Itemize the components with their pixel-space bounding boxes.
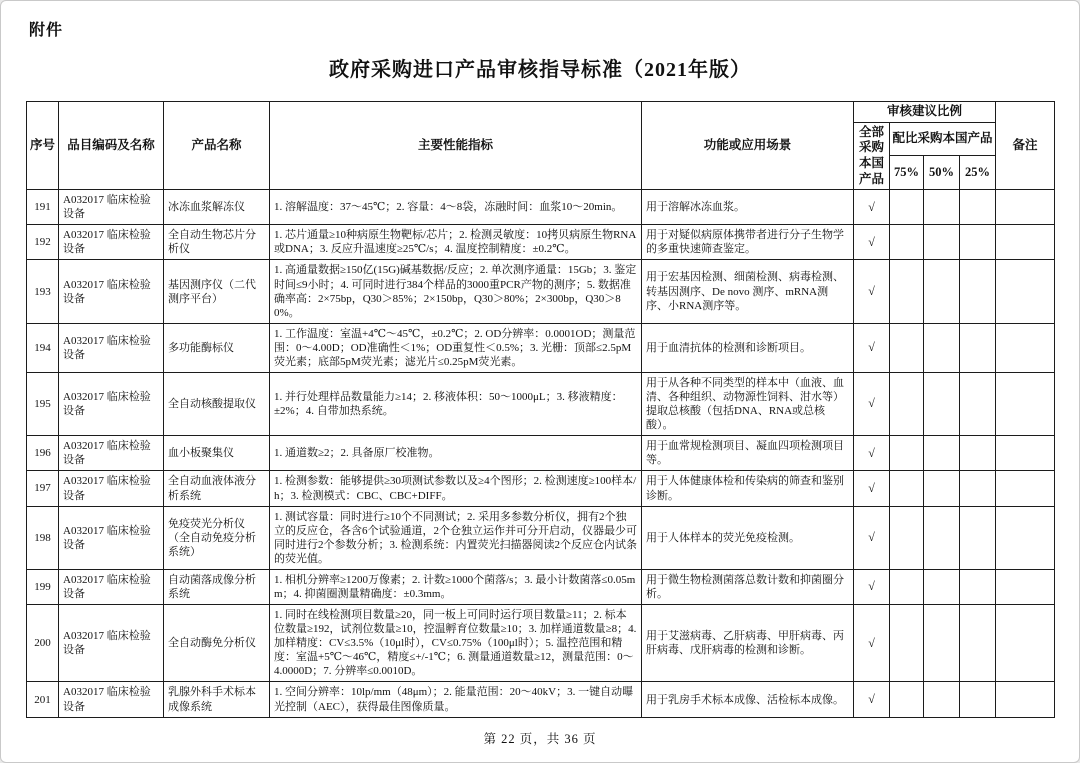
- row-check-50: [924, 682, 960, 717]
- page-number: 第 22 页，共 36 页: [483, 732, 597, 746]
- row-performance: 1. 溶解温度：37～45℃；2. 容量：4～8袋，冻融时间：血浆10～20min。: [270, 190, 642, 225]
- row-serial: 193: [27, 260, 59, 323]
- row-check-50: [924, 260, 960, 323]
- row-check-all-domestic: √: [854, 190, 890, 225]
- row-check-50: [924, 471, 960, 506]
- row-check-25: [960, 260, 996, 323]
- row-remarks: [996, 323, 1055, 372]
- row-check-all-domestic: √: [854, 372, 890, 435]
- row-performance: 1. 检测参数：能够提供≥30项测试参数以及≥4个图形；2. 检测速度≥100样本/h；3. 检测模式：CBC、CBC+DIFF。: [270, 471, 642, 506]
- row-item-code: A032017 临床检验设备: [59, 682, 164, 717]
- row-item-code: A032017 临床检验设备: [59, 436, 164, 471]
- row-check-50: [924, 323, 960, 372]
- header-item-code: 品目编码及名称: [59, 102, 164, 190]
- row-product-name: 冰冻血浆解冻仪: [164, 190, 270, 225]
- row-check-75: [890, 436, 924, 471]
- row-check-25: [960, 605, 996, 682]
- row-remarks: [996, 436, 1055, 471]
- row-check-25: [960, 569, 996, 604]
- row-serial: 195: [27, 372, 59, 435]
- header-all-domestic: 全部采购本国产品: [854, 122, 890, 190]
- row-serial: 197: [27, 471, 59, 506]
- row-check-25: [960, 225, 996, 260]
- row-performance: 1. 芯片通量≥10种病原生物靶标/芯片；2. 检测灵敏度：10拷贝病原生物RNA或DNA；3. 反应升温速度≥25℃/s；4. 温度控制精度：±0.2℃。: [270, 225, 642, 260]
- header-product-name: 产品名称: [164, 102, 270, 190]
- row-check-75: [890, 682, 924, 717]
- header-50: 50%: [924, 156, 960, 190]
- row-check-50: [924, 506, 960, 569]
- row-check-all-domestic: √: [854, 682, 890, 717]
- row-function: 用于人体健康体检和传染病的筛查和鉴别诊断。: [642, 471, 854, 506]
- row-check-all-domestic: √: [854, 436, 890, 471]
- row-item-code: A032017 临床检验设备: [59, 506, 164, 569]
- row-check-75: [890, 471, 924, 506]
- row-function: 用于溶解冰冻血浆。: [642, 190, 854, 225]
- row-check-75: [890, 260, 924, 323]
- row-check-25: [960, 372, 996, 435]
- row-function: 用于微生物检测菌落总数计数和抑菌圈分析。: [642, 569, 854, 604]
- table-header: [27, 102, 1055, 190]
- row-serial: 191: [27, 190, 59, 225]
- row-check-75: [890, 190, 924, 225]
- row-remarks: [996, 190, 1055, 225]
- header-performance: 主要性能指标: [270, 102, 642, 190]
- row-remarks: [996, 569, 1055, 604]
- row-check-50: [924, 569, 960, 604]
- table-row: [27, 506, 1055, 569]
- row-check-75: [890, 569, 924, 604]
- row-product-name: 全自动血液体液分析系统: [164, 471, 270, 506]
- row-remarks: [996, 260, 1055, 323]
- row-serial: 200: [27, 605, 59, 682]
- row-product-name: 基因测序仪（二代测序平台）: [164, 260, 270, 323]
- row-function: 用于对疑似病原体携带者进行分子生物学的多重快速筛查鉴定。: [642, 225, 854, 260]
- row-serial: 199: [27, 569, 59, 604]
- row-item-code: A032017 临床检验设备: [59, 225, 164, 260]
- page-title: 政府采购进口产品审核指导标准（2021年版）: [329, 59, 751, 81]
- row-check-50: [924, 190, 960, 225]
- row-performance: 1. 同时在线检测项目数量≥20，同一板上可同时运行项目数量≥11；2. 标本位数量≥192，试剂位数量≥10，控温孵育位数量≥10；3. 加样通道数量≥8；4. 加样精度：CV≤3.5%（10μl时），CV≤0.75%（100μl时）；5. 温控范围和精度：室温+5℃～46℃，精度≤+/-1℃；6. 测量通道数量≥12，测量范围：0～4.0000D；7. 分辨率≤0.0010D。: [270, 605, 642, 682]
- row-serial: 194: [27, 323, 59, 372]
- row-remarks: [996, 471, 1055, 506]
- row-performance: 1. 相机分辨率≥1200万像素；2. 计数≥1000个菌落/s；3. 最小计数菌落≤0.05mm；4. 抑菌圈测量精确度：±0.3mm。: [270, 569, 642, 604]
- table-row: [27, 569, 1055, 604]
- row-remarks: [996, 682, 1055, 717]
- header-remarks: 备注: [996, 102, 1055, 190]
- row-check-75: [890, 225, 924, 260]
- row-performance: 1. 测试容量：同时进行≥10个不同测试；2. 采用多参数分析仪，拥有2个独立的反应仓，各含6个试验通道，2个仓独立运作并可分开启动，仪器最少可同时进行2个参数分析；3. 检测系统：内置荧光扫描器阅读2个反应仓内试条的荧光值。: [270, 506, 642, 569]
- row-performance: 1. 并行处理样品数量能力≥14；2. 移液体积：50～1000μL；3. 移液精度：±2%；4. 自带加热系统。: [270, 372, 642, 435]
- table-row: [27, 471, 1055, 506]
- header-function: 功能或应用场景: [642, 102, 854, 190]
- row-check-50: [924, 605, 960, 682]
- row-item-code: A032017 临床检验设备: [59, 471, 164, 506]
- row-serial: 196: [27, 436, 59, 471]
- row-serial: 192: [27, 225, 59, 260]
- row-check-75: [890, 506, 924, 569]
- row-function: 用于血清抗体的检测和诊断项目。: [642, 323, 854, 372]
- row-check-50: [924, 372, 960, 435]
- row-function: 用于血常规检测项目、凝血四项检测项目等。: [642, 436, 854, 471]
- table-row: [27, 605, 1055, 682]
- row-check-all-domestic: √: [854, 471, 890, 506]
- row-product-name: 全自动生物芯片分析仪: [164, 225, 270, 260]
- row-performance: 1. 工作温度：室温+4℃～45℃，±0.2℃；2. OD分辨率：0.0001OD；测量范围：0～4.00D；OD准确性＜1%；OD重复性＜0.5%；3. 光栅：顶部≤2.5pM荧光素；底部5pM荧光素；滤光片≤0.25pM荧光素。: [270, 323, 642, 372]
- row-check-all-domestic: √: [854, 260, 890, 323]
- row-performance: 1. 高通量数据≥150亿(15G)碱基数据/反应；2. 单次测序通量：15Gb；3. 鉴定时间≤9小时；4. 可同时进行384个样品的3000重PCR产物的测序；5. 数据准确率高：2×75bp，Q30＞85%；2×150bp，Q30＞80%；2×300bp，Q30＞80%。: [270, 260, 642, 323]
- row-performance: 1. 空间分辨率：10lp/mm（48μm）；2. 能量范围：20～40kV；3. 一键自动曝光控制（AEC），获得最佳图像质量。: [270, 682, 642, 717]
- row-check-25: [960, 506, 996, 569]
- header-review-ratio: 审核建议比例: [854, 102, 996, 123]
- row-check-all-domestic: √: [854, 225, 890, 260]
- row-check-all-domestic: √: [854, 323, 890, 372]
- row-check-25: [960, 190, 996, 225]
- header-ratio-domestic: 配比采购本国产品: [890, 122, 996, 156]
- row-function: 用于从各种不同类型的样本中（血液、血清、各种组织、动物源性饲料、泔水等）提取总核酸（包括DNA、RNA或总核酸）。: [642, 372, 854, 435]
- row-check-all-domestic: √: [854, 506, 890, 569]
- row-product-name: 自动菌落成像分析系统: [164, 569, 270, 604]
- row-serial: 198: [27, 506, 59, 569]
- row-remarks: [996, 605, 1055, 682]
- row-check-25: [960, 471, 996, 506]
- table-row: [27, 225, 1055, 260]
- table-row: [27, 682, 1055, 717]
- row-function: 用于乳房手术标本成像、活检标本成像。: [642, 682, 854, 717]
- row-product-name: 全自动核酸提取仪: [164, 372, 270, 435]
- row-check-25: [960, 323, 996, 372]
- row-item-code: A032017 临床检验设备: [59, 605, 164, 682]
- row-check-all-domestic: √: [854, 569, 890, 604]
- row-item-code: A032017 临床检验设备: [59, 372, 164, 435]
- table-row: [27, 260, 1055, 323]
- row-check-75: [890, 323, 924, 372]
- row-product-name: 免疫荧光分析仪（全自动免疫分析系统）: [164, 506, 270, 569]
- table-row: [27, 436, 1055, 471]
- row-product-name: 血小板聚集仪: [164, 436, 270, 471]
- row-remarks: [996, 225, 1055, 260]
- row-item-code: A032017 临床检验设备: [59, 260, 164, 323]
- row-function: 用于人体样本的荧光免疫检测。: [642, 506, 854, 569]
- row-item-code: A032017 临床检验设备: [59, 190, 164, 225]
- row-product-name: 全自动酶免分析仪: [164, 605, 270, 682]
- row-check-all-domestic: √: [854, 605, 890, 682]
- row-item-code: A032017 临床检验设备: [59, 569, 164, 604]
- row-check-50: [924, 436, 960, 471]
- row-item-code: A032017 临床检验设备: [59, 323, 164, 372]
- row-serial: 201: [27, 682, 59, 717]
- table-row: [27, 190, 1055, 225]
- row-performance: 1. 通道数≥2；2. 具备原厂校准物。: [270, 436, 642, 471]
- standards-table: [26, 101, 1055, 718]
- row-product-name: 乳腺外科手术标本成像系统: [164, 682, 270, 717]
- header-serial: 序号: [27, 102, 59, 190]
- row-check-25: [960, 682, 996, 717]
- row-remarks: [996, 372, 1055, 435]
- row-check-25: [960, 436, 996, 471]
- row-product-name: 多功能酶标仪: [164, 323, 270, 372]
- row-check-75: [890, 605, 924, 682]
- row-function: 用于宏基因检测、细菌检测、病毒检测、转基因测序、De novo 测序、mRNA测序、小RNA测序等。: [642, 260, 854, 323]
- table-body: [27, 190, 1055, 718]
- row-check-75: [890, 372, 924, 435]
- row-function: 用于艾滋病毒、乙肝病毒、甲肝病毒、丙肝病毒、戊肝病毒的检测和诊断。: [642, 605, 854, 682]
- header-75: 75%: [890, 156, 924, 190]
- table-row: [27, 323, 1055, 372]
- attachment-label: 附件: [29, 22, 64, 39]
- row-remarks: [996, 506, 1055, 569]
- table-row: [27, 372, 1055, 435]
- row-check-50: [924, 225, 960, 260]
- header-25: 25%: [960, 156, 996, 190]
